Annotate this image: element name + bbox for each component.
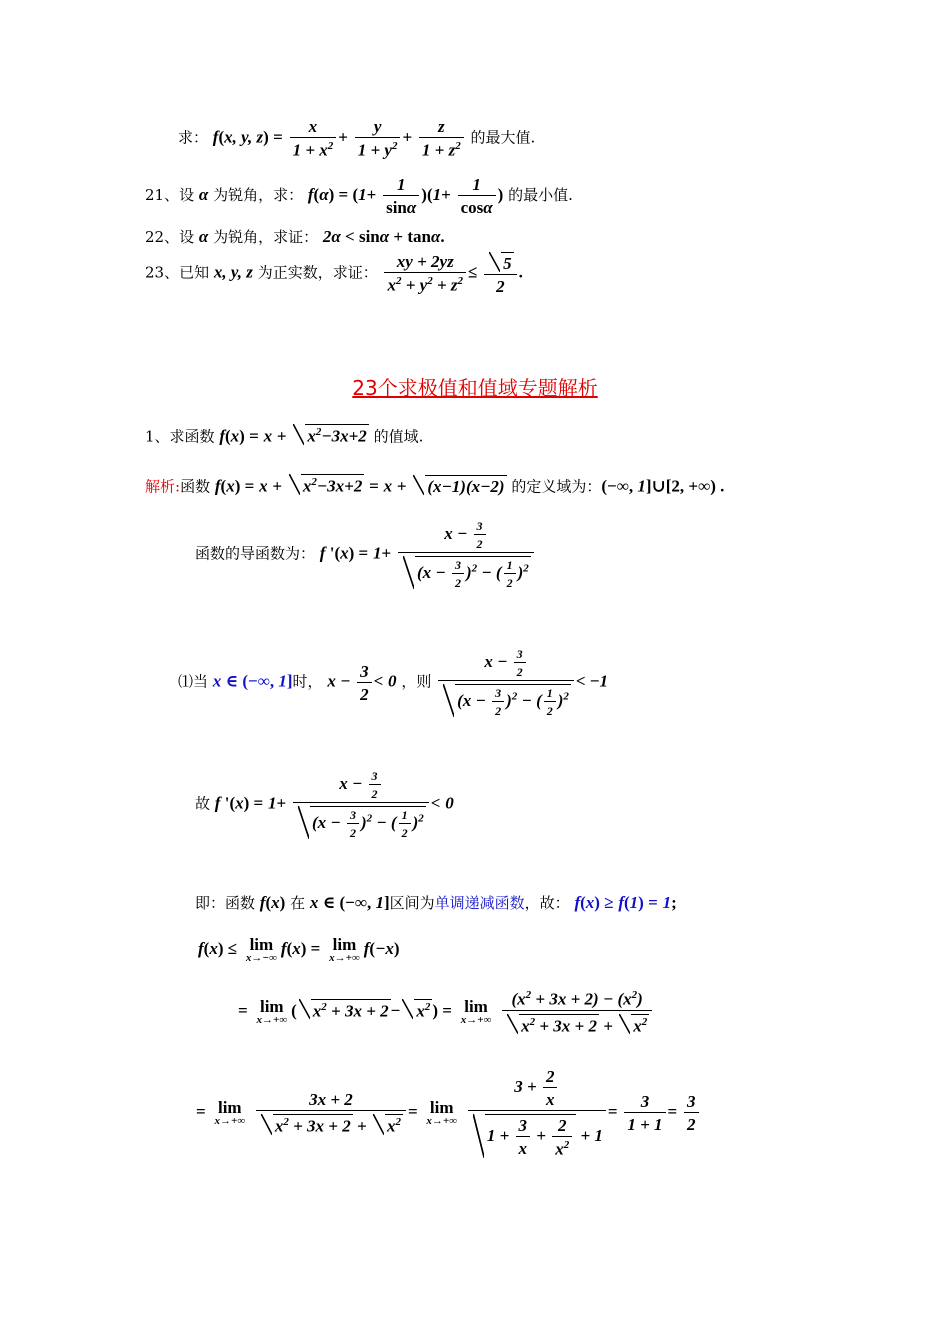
deriv-label: 函数的导函数为：: [195, 544, 316, 563]
p1-derivative: 函数的导函数为： f '(x) = 1+ x − $\frac{3}{2}$ (x − $\frac{3}{2}$ )$^2$ − ( $\frac{1}{2}$ )$^2$: [195, 520, 536, 589]
section-title: 23个求极值和值域专题解析: [352, 376, 598, 400]
q21-formula: f: [307, 185, 314, 204]
case1-then: ，则: [401, 672, 432, 691]
q21-suffix: 的最小值.: [508, 186, 573, 204]
q21-line: 21、设 α 为锐角，求： f(α) = (1+ $\frac{1}{\sin\alpha}$ )(1+ $\frac{1}{\cos\alpha}$ ) 的最小值.: [145, 175, 573, 217]
q22-formula: 2α: [322, 227, 341, 246]
q21-prefix: 21、设: [145, 186, 195, 204]
p1-q-prefix: 1、求函数: [145, 427, 215, 446]
jiexi-text1: 函数: [180, 477, 211, 496]
ji-suffix: ，故：: [524, 894, 570, 912]
q23-formula: $\frac{xy + 2yz}{x^2 + y^2 + z^2}$: [384, 253, 466, 294]
q20-line: 求： f(x, y, z) = $\frac{x}{1 + x^2}$ + $\frac{y}{1 + y^2}$ + $\frac{z}{1 + z^2}$ 的最大值.: [178, 117, 536, 160]
p1-question: 1、求函数 $f(x) = x + x^2-3x+2$ 的值域.: [145, 426, 424, 446]
ji-prefix: 即：函数: [195, 894, 256, 912]
lim-line-3: = lim x→+∞ $\frac{3x + 2}{x^2 + 3x + 2 + x^2}$ = lim x→+∞ 3 + $\frac{2}{x}$ 1 + $\frac{3}{x}$ + $\frac{2}{x^2}$ + 1 = $\frac{3}{1 + 1}$ = $\frac{3}{2}$: [196, 1068, 701, 1158]
q22-mid: 为锐角，求证：: [213, 228, 319, 246]
p1-gu: 故 f '(x) = 1+ x − $\frac{3}{2}$ (x − $\frac{3}{2}$ )$^2$ − ( $\frac{1}{2}$ )$^2$ < 0: [195, 769, 454, 840]
q23-prefix: 23、已知: [145, 263, 210, 282]
q20-suffix: 的最大值.: [470, 128, 536, 147]
p1-case1: ⑴当 x ∈ (−∞, 1]时， x − $\frac{3}{2}$ < 0 ，则 x − $\frac{3}{2}$ (x − $\frac{3}{2}$ )$^2$ − ( $\frac{1}{2}$ )$^2$ < −1: [178, 647, 609, 718]
lim-line-1: f(x) ≤ lim x→−∞ f(x) = lim x→+∞ f(−x): [198, 935, 400, 964]
case1-label: ⑴当: [178, 672, 209, 691]
q23-mid: 为正实数，求证：: [257, 263, 378, 282]
case1-time: 时，: [292, 672, 323, 691]
p1-jiexi: 解析:函数 $f(x) = x + x^2-3x+2 = x + (x-1)(x-2)$ 的定义域为：(−∞, 1]∪[2, +∞) .: [145, 476, 725, 496]
jiexi-label: 解析:: [145, 477, 181, 496]
q23-line: 23、已知 x, y, z 为正实数，求证： $\frac{xy + 2yz}{x^2 + y^2 + z^2}$ ≤ $\frac{5}{2}$ .: [145, 252, 523, 296]
lim-line-2: = lim x→+∞ ( $x^2 + 3x + 2 - x^2$ ) = lim x→+∞ $\frac{(x^2 + 3x + 2) - (x^2)}{x^2 + 3x + 2 + x^2}$: [238, 990, 654, 1034]
ji-blue: 单调递减函数: [434, 894, 525, 912]
jiexi-text2: 的定义域为：: [511, 477, 602, 496]
q22-line: 22、设 α 为锐角，求证： 2α < sinα + tanα.: [145, 227, 445, 246]
gu-label: 故: [195, 794, 211, 813]
q20-formula: f: [212, 127, 219, 147]
q20-prefix: 求：: [178, 128, 209, 147]
ji-mid2: 区间为: [389, 894, 435, 912]
ji-mid: 在: [290, 894, 306, 912]
q21-mid: 为锐角，求：: [213, 186, 304, 204]
q22-prefix: 22、设: [145, 228, 195, 246]
p1-q-suffix: 的值域.: [373, 427, 424, 446]
p1-ji: 即：函数 f(x) 在 x ∈ (−∞, 1]区间为单调递减函数，故： f(x) ≥ f(1) = 1;: [195, 893, 677, 912]
